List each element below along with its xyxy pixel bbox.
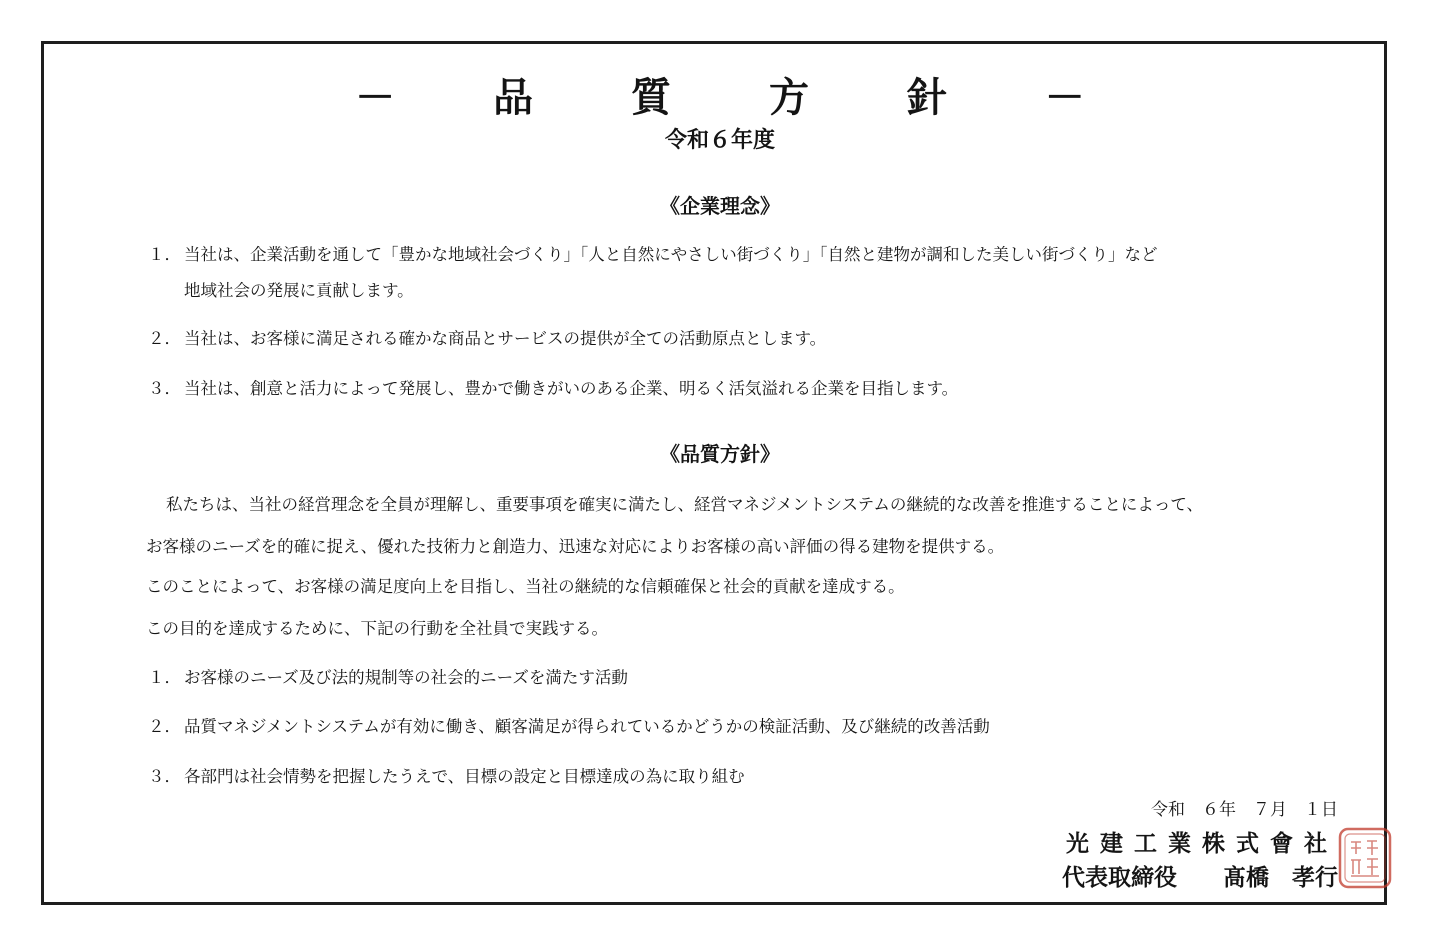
representative-name: 代表取締役 髙橋 孝行 xyxy=(1062,865,1338,891)
quality-policy-paragraph-3: このことによって、お客様の満足度向上を目指し、当社の継続的な信頼確保と社会的貢献を達成する。 xyxy=(146,577,905,596)
philosophy-item-1 xyxy=(148,243,1158,267)
company-name: 光建工業株式會社 xyxy=(1066,831,1338,857)
quality-policy-heading: 《品質方針》 xyxy=(660,442,780,466)
philosophy-item-2-text: 当社は、お客様に満足される確かな商品とサービスの提供が全ての活動原点とします。 xyxy=(184,329,827,348)
philosophy-item-3 xyxy=(148,377,958,401)
philosophy-item-1-text: 当社は、企業活動を通して「豊かな地域社会づくり」「人と自然にやさしい街づくり」「自然と建物が調和した美しい街づくり」など xyxy=(184,245,1158,264)
philosophy-item-3-text: 当社は、創意と活力によって発展し、豊かで働きがいのある企業、明るく活気溢れる企業を目指します。 xyxy=(184,379,959,398)
quality-policy-paragraph-1: 私たちは、当社の経営理念を全員が理解し、重要事項を確実に満たし、経営マネジメントシステムの継続的な改善を推進することによって、 xyxy=(166,495,1204,514)
philosophy-item-1-number: １． xyxy=(148,245,181,264)
philosophy-heading: 《企業理念》 xyxy=(660,194,780,218)
quality-policy-item-1 xyxy=(148,666,628,690)
philosophy-item-2 xyxy=(148,327,826,351)
document-title: － 品 質 方 針 － xyxy=(355,75,1127,121)
philosophy-item-1-continuation: 地域社会の発展に貢献します。 xyxy=(184,281,414,300)
quality-policy-item-2-text: 品質マネジメントシステムが有効に働き、顧客満足が得られているかどうかの検証活動、及び継続的改善活動 xyxy=(184,717,990,736)
quality-policy-item-3-text: 各部門は社会情勢を把握したうえで、目標の設定と目標達成の為に取り組む xyxy=(184,767,745,786)
quality-policy-item-1-number: １． xyxy=(148,668,181,687)
quality-policy-item-2-number: ２． xyxy=(148,717,181,736)
quality-policy-item-3 xyxy=(148,765,745,789)
quality-policy-paragraph-4: この目的を達成するために、下記の行動を全社員で実践する。 xyxy=(146,619,608,638)
quality-policy-paragraph-2: お客様のニーズを的確に捉え、優れた技術力と創造力、迅速な対応によりお客様の高い評価の得る建物を提供する。 xyxy=(146,537,1005,556)
issue-date: 令和 ６年 ７月 １日 xyxy=(1151,800,1338,820)
company-seal-icon xyxy=(1337,826,1393,890)
philosophy-item-3-number: ３． xyxy=(148,379,181,398)
philosophy-item-2-number: ２． xyxy=(148,329,181,348)
document-subtitle: 令和６年度 xyxy=(664,128,775,153)
quality-policy-item-2 xyxy=(148,715,990,739)
quality-policy-item-1-text: お客様のニーズ及び法的規制等の社会的ニーズを満たす活動 xyxy=(184,668,628,687)
quality-policy-item-3-number: ３． xyxy=(148,767,181,786)
